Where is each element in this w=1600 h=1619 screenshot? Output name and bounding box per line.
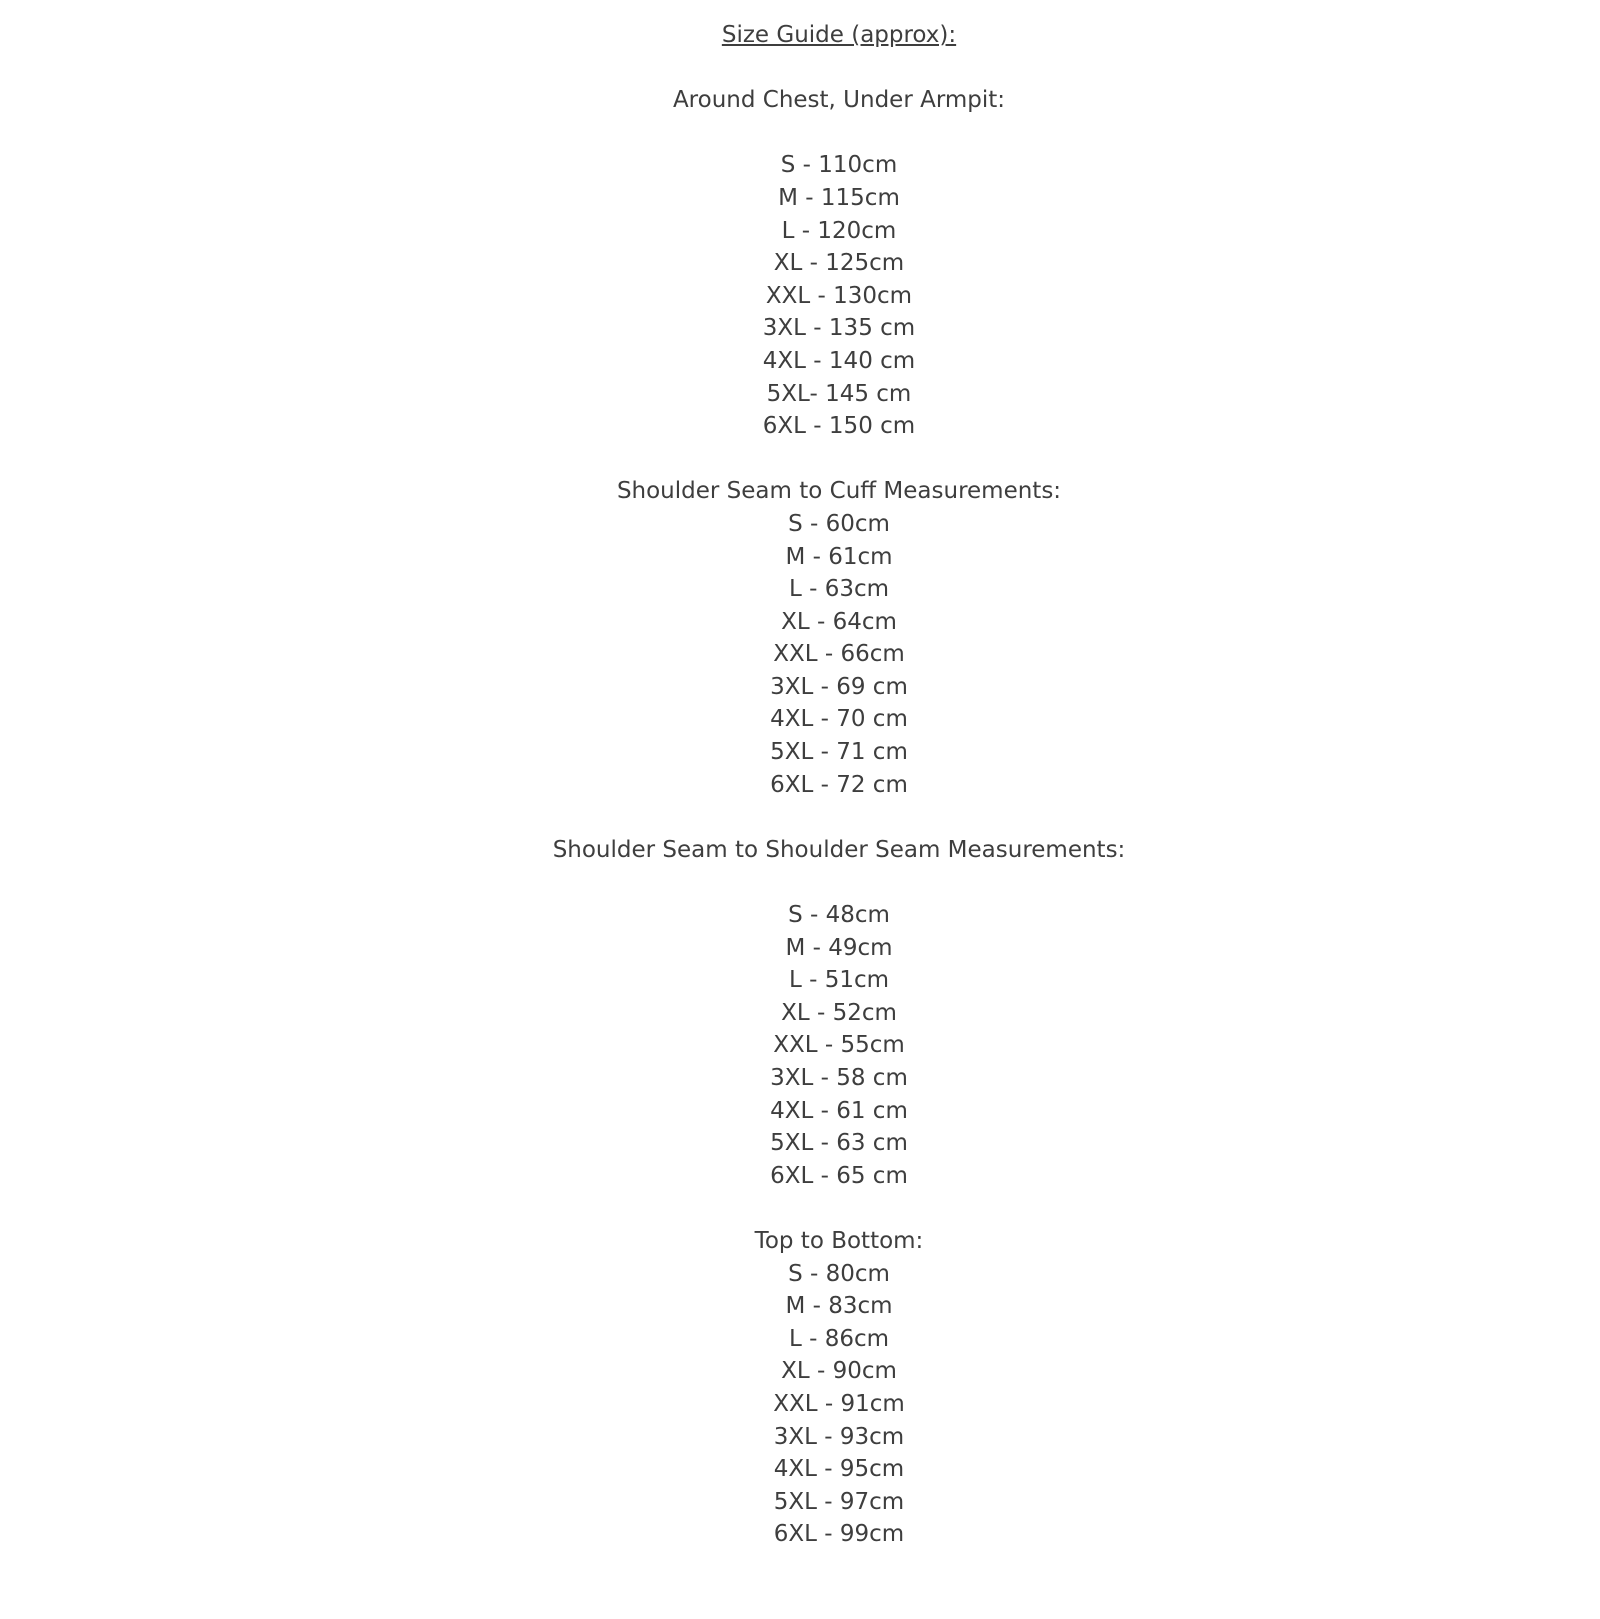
size-item: XXL - 91cm	[773, 1390, 905, 1417]
size-item: M - 49cm	[785, 934, 893, 961]
size-item: 6XL - 99cm	[773, 1521, 905, 1548]
size-item: XXL - 66cm	[773, 641, 905, 668]
spacer	[78, 1192, 1600, 1225]
size-item: L - 120cm	[781, 217, 897, 244]
spacer	[78, 443, 1600, 476]
size-item: 5XL - 71 cm	[770, 739, 908, 766]
size-item: 6XL - 65 cm	[770, 1162, 908, 1189]
size-item: 4XL - 61 cm	[770, 1097, 908, 1124]
size-item: M - 61cm	[785, 543, 893, 570]
size-item: XL - 125cm	[773, 250, 905, 277]
size-item: 4XL - 140 cm	[762, 347, 916, 374]
size-item: XXL - 130cm	[765, 282, 913, 309]
size-item: XL - 52cm	[781, 999, 897, 1026]
spacer	[78, 866, 1600, 899]
size-item: L - 63cm	[788, 576, 890, 603]
size-item: L - 51cm	[788, 967, 890, 994]
size-item: S - 80cm	[788, 1260, 890, 1287]
size-item: 5XL- 145 cm	[766, 380, 912, 407]
spacer	[78, 117, 1600, 150]
size-item: M - 83cm	[785, 1293, 893, 1320]
size-item: 3XL - 93cm	[773, 1423, 905, 1450]
section-heading-length: Top to Bottom:	[754, 1227, 924, 1254]
size-item: S - 110cm	[780, 152, 898, 179]
size-item: 6XL - 150 cm	[762, 413, 916, 440]
size-item: 4XL - 70 cm	[770, 706, 908, 733]
size-item: 5XL - 97cm	[773, 1488, 905, 1515]
size-item: S - 48cm	[788, 902, 890, 929]
size-item: 3XL - 69 cm	[770, 673, 908, 700]
spacer	[78, 52, 1600, 85]
size-item: XL - 64cm	[781, 608, 897, 635]
size-item: 3XL - 135 cm	[762, 315, 916, 342]
section-heading-cuff: Shoulder Seam to Cuff Measurements:	[616, 478, 1062, 505]
size-item: 3XL - 58 cm	[770, 1065, 908, 1091]
size-item: L - 86cm	[788, 1325, 890, 1352]
size-item: XXL - 55cm	[773, 1032, 905, 1059]
size-item: S - 60cm	[788, 510, 890, 537]
size-item: 6XL - 72 cm	[770, 771, 908, 798]
spacer	[78, 801, 1600, 834]
page-title: Size Guide (approx):	[721, 22, 957, 48]
size-item: XL - 90cm	[781, 1358, 897, 1385]
size-item: 5XL - 63 cm	[770, 1130, 908, 1157]
section-heading-shoulder: Shoulder Seam to Shoulder Seam Measurements:	[552, 836, 1126, 863]
section-heading-chest: Around Chest, Under Armpit:	[672, 87, 1006, 114]
size-item: 4XL - 95cm	[773, 1456, 905, 1483]
size-item: M - 115cm	[778, 184, 900, 211]
